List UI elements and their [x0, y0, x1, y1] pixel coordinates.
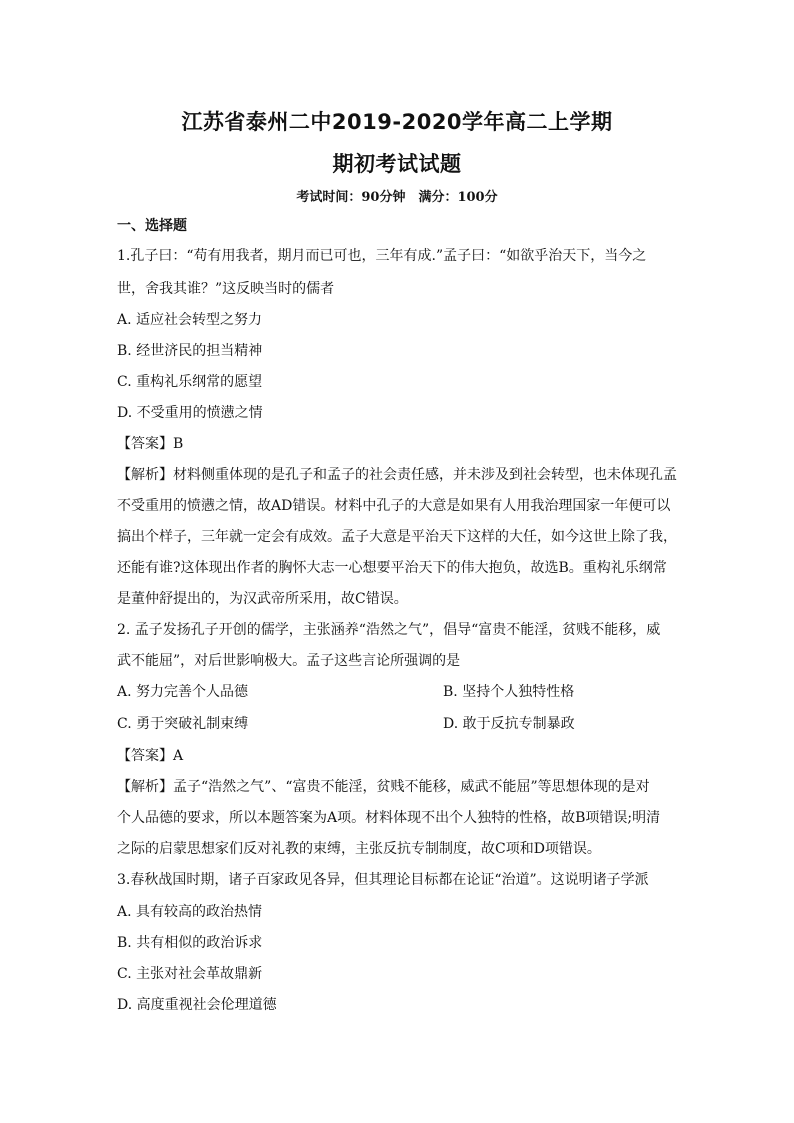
- question-1-analysis-line1: 【解析】材料侧重体现的是孔子和孟子的社会责任感，并未涉及到社会转型，也未体现孔孟: [117, 467, 677, 483]
- question-1-text-line2: 世，舍我其谁？”这反映当时的儒者: [117, 281, 335, 297]
- question-1-analysis-line3: 搞出个样子，三年就一定会有成效。孟子大意是平治天下这样的大任，如今这世上除了我，: [117, 529, 677, 545]
- question-2-text-line2: 武不能屈”，对后世影响极大。孟子这些言论所强调的是: [117, 653, 461, 669]
- question-2-answer: 【答案】A: [117, 748, 184, 764]
- question-3-option-c: C. 主张对社会革故鼎新: [117, 966, 263, 982]
- question-1-analysis-line4: 还能有谁?这体现出作者的胸怀大志一心想要平治天下的伟大抱负，故选B。重构礼乐纲常: [117, 560, 667, 576]
- question-3-option-b: B. 共有相似的政治诉求: [117, 935, 263, 951]
- question-2-analysis-line3: 之际的启蒙思想家们反对礼教的束缚，主张反抗专制制度，故C项和D项错误。: [117, 841, 601, 857]
- question-1-option-b: B. 经世济民的担当精神: [117, 343, 263, 359]
- question-3-text-line1: 3.春秋战国时期，诸子百家政见各异，但其理论目标都在论证“治道”。这说明诸子学派: [117, 872, 649, 888]
- question-1-analysis-line2: 不受重用的愤懑之情，故AD错误。材料中孔子的大意是如果有人用我治理国家一年便可以: [117, 498, 671, 514]
- question-3-option-d: D. 高度重视社会伦理道德: [117, 997, 277, 1013]
- question-2-analysis-line1: 【解析】孟子“浩然之气”、“富贵不能淫，贫贱不能移，威武不能屈”等思想体现的是对: [117, 779, 650, 795]
- question-2-analysis-line2: 个人品德的要求，所以本题答案为A项。材料体现不出个人独特的性格，故B项错误;明清: [117, 810, 661, 826]
- question-3-option-a: A. 具有较高的政治热情: [117, 904, 263, 920]
- question-2-option-a: A. 努力完善个人品德: [117, 684, 249, 700]
- question-2-option-d: D. 敢于反抗专制暴政: [443, 716, 575, 732]
- question-1-text-line1: 1.孔子曰：“苟有用我者，期月而已可也，三年有成.”孟子曰：“如欲乎治天下，当今之: [117, 248, 647, 264]
- document-title-line2: 期初考试试题: [332, 152, 462, 176]
- question-1-analysis-line5: 是董仲舒提出的，为汉武帝所采用，故C错误。: [117, 591, 408, 607]
- exam-info: 考试时间：90分钟 满分：100分: [296, 190, 498, 205]
- question-1-option-c: C. 重构礼乐纲常的愿望: [117, 374, 263, 390]
- question-2-text-line1: 2. 孟子发扬孔子开创的儒学，主张涵养“浩然之气”，倡导“富贵不能淫，贫贱不能移，威: [117, 622, 661, 638]
- question-1-option-a: A. 适应社会转型之努力: [117, 312, 263, 328]
- question-1-option-d: D. 不受重用的愤懑之情: [117, 405, 263, 421]
- document-title-line1: 江苏省泰州二中2019-2020学年高二上学期: [181, 110, 613, 134]
- question-2-option-c: C. 勇于突破礼制束缚: [117, 716, 249, 732]
- question-1-answer: 【答案】B: [117, 436, 184, 452]
- section-heading: 一、选择题: [117, 218, 187, 234]
- question-2-option-b: B. 坚持个人独特性格: [443, 684, 575, 700]
